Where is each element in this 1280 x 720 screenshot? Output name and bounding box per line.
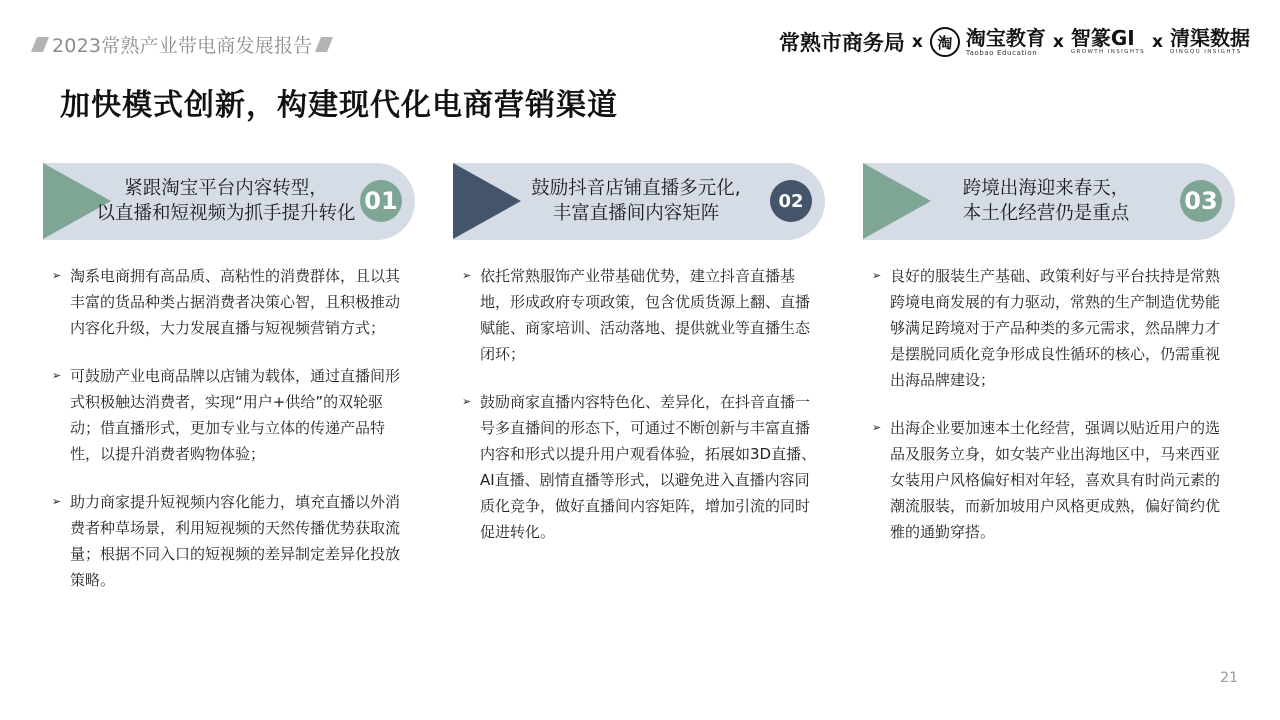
list-item [872,263,1227,393]
bullet-list-01 [52,263,407,615]
section-title-line: 丰富直播间内容矩阵 [552,202,720,224]
section-number-badge: 02 [770,180,812,222]
arrow-bullet-icon: ➢ [52,369,62,382]
list-item [52,363,407,467]
bullet-text: 淘系电商拥有高品质、高粘性的消费群体，且以其丰富的货品种类占据消费者决策心智，且积极推动内容化升级，大力发展直播与短视频营销方式； [70,267,401,337]
page-number: 21 [1220,670,1238,686]
logo-separator: x [911,32,923,52]
bullet-text: 依托常熟服饰产业带基础优势，建立抖音直播基地，形成政府专项政策，包含优质货源上翻、直播赋能、商家培训、活动落地、提供就业等直播生态闭环； [480,267,811,363]
bullet-text: 出海企业要加速本土化经营，强调以贴近用户的选品及服务立身，如女装产业出海地区中，马来西亚女装用户风格偏好相对年轻，喜欢具有时尚元素的潮流服装，而新加坡用户风格更成熟，偏好简约优雅的通勤穿搭。 [890,419,1221,541]
bullet-text: 鼓励商家直播内容特色化、差异化，在抖音直播一号多直播间的形态下，可通过不断创新与丰富直播内容和形式以提升用户观看体验，拓展如3D直播、AI直播、剧情直播等形式，以避免进入直播内容同质化竞争，做好直播间内容矩阵，增加引流的同时促进转化。 [480,393,817,541]
bullet-text: 可鼓励产业电商品牌以店铺为载体，通过直播间形式积极触达消费者，实现“用户+供给”的双轮驱动；借直播形式，更加专业与立体的传递产品特性，以提升消费者购物体验； [70,367,401,463]
taobao-education-sub: Taobao Education [965,48,1038,57]
arrow-bullet-icon: ➢ [872,421,882,434]
zhizhuan-name: 智篆GI [1070,26,1135,51]
arrow-bullet-icon: ➢ [872,269,882,282]
taobao-education-name: 淘宝教育 [965,25,1046,50]
section-title-01 [93,163,359,240]
bureau-logo: 常熟市商务局 [778,31,905,55]
zhizhuan-sub: GROWTH INSIGHTS [1070,49,1146,56]
list-item [462,263,817,367]
section-header-02 [453,163,825,240]
list-item [52,263,407,341]
section-title-02 [503,163,769,240]
bullet-list-03 [872,263,1227,567]
qingqu-sub: QINGQU INSIGHTS [1170,49,1242,56]
list-item [52,489,407,593]
page-heading: 加快模式创新，构建现代化电商营销渠道 [60,88,618,123]
arrow-bullet-icon: ➢ [462,395,472,408]
arrow-bullet-icon: ➢ [462,269,472,282]
section-title-line: 本土化经营仍是重点 [962,202,1130,224]
qingqu-name: 清渠数据 [1170,26,1250,51]
section-title-03 [913,163,1179,240]
partner-logos [779,24,1250,60]
section-title-line: 紧跟淘宝平台内容转型， [124,178,328,200]
arrow-bullet-icon: ➢ [52,495,62,508]
zhizhuan-logo [1071,28,1145,56]
section-number-badge: 01 [360,180,402,222]
report-title-bar [34,31,330,57]
taobao-education-logo [965,25,1046,57]
bullet-text: 良好的服装生产基础、政策利好与平台扶持是常熟跨境电商发展的有力驱动，常熟的生产制造优势能够满足跨境对于产品种类的多元需求，然品牌力才是摆脱同质化竞争形成良性循环的核心，仍需重视出海品牌建设； [890,267,1221,389]
slash-decoration-right [315,37,333,52]
section-header-03 [863,163,1235,240]
section-title-line: 鼓励抖音店铺直播多元化, [531,178,741,200]
section-number-badge: 03 [1180,180,1222,222]
logo-separator: x [1052,32,1064,52]
bullet-list-02 [462,263,817,567]
slash-decoration-left [31,37,49,52]
list-item [872,415,1227,545]
section-header-01 [43,163,415,240]
report-title: 2023常熟产业带电商发展报告 [52,34,313,57]
taobao-logo-icon: 淘 [930,27,960,57]
list-item [462,389,817,545]
logo-separator: x [1152,32,1163,52]
arrow-bullet-icon: ➢ [52,269,62,282]
section-title-line: 以直播和短视频为抓手提升转化 [96,202,356,224]
section-title-line: 跨境出海迎来春天， [962,178,1130,200]
bullet-text: 助力商家提升短视频内容化能力，填充直播以外消费者种草场景，利用短视频的天然传播优势获取流量；根据不同入口的短视频的差异制定差异化投放策略。 [70,493,401,589]
qingqu-logo [1170,28,1250,56]
